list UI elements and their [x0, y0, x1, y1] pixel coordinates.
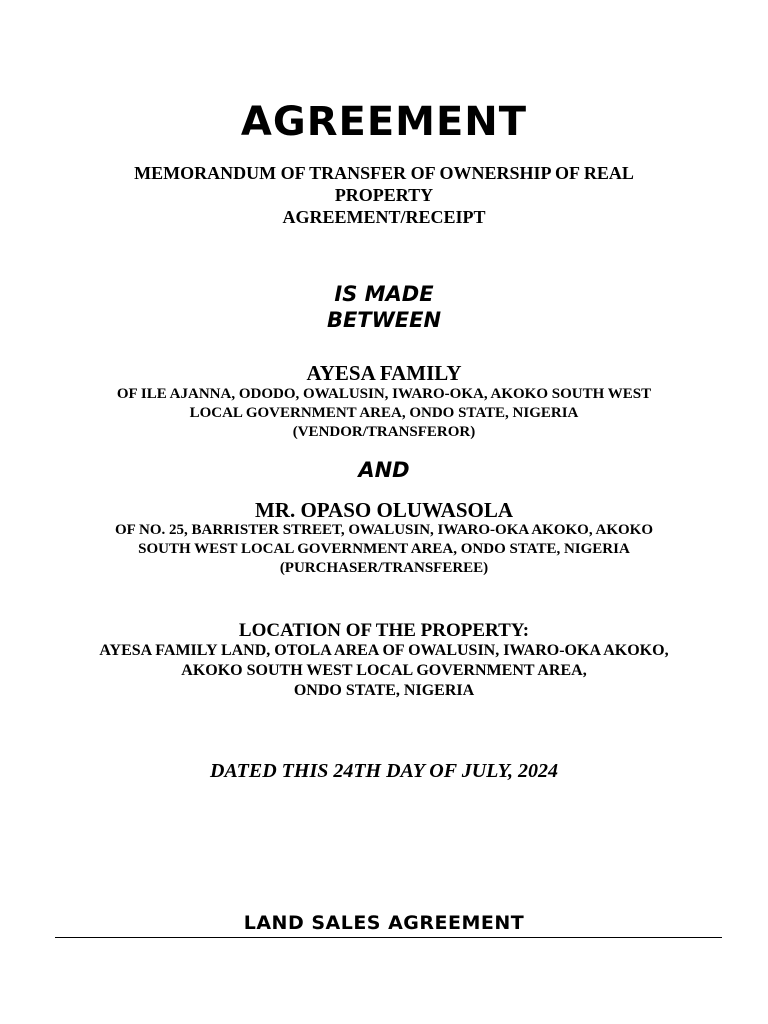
- location-line: ONDO STATE, NIGERIA: [293, 682, 475, 699]
- location-details: [0, 641, 768, 701]
- location-line: AYESA FAMILY LAND, OTOLA AREA OF OWALUSIN, IWARO-OKA AKOKO,: [99, 642, 669, 659]
- location-heading: LOCATION OF THE PROPERTY:: [238, 620, 530, 641]
- subtitle-line: AGREEMENT/RECEIPT: [282, 207, 486, 227]
- vendor-address-line: OF ILE AJANNA, ODODO, OWALUSIN, IWARO-OKA, AKOKO SOUTH WEST: [116, 386, 652, 402]
- location-line: AKOKO SOUTH WEST LOCAL GOVERNMENT AREA,: [181, 662, 587, 679]
- section-divider: [55, 937, 722, 938]
- between-line: BETWEEN: [326, 308, 442, 332]
- made-between-heading: [0, 281, 768, 333]
- and-label: AND: [358, 458, 410, 482]
- purchaser-name: MR. OPASO OLUWASOLA: [254, 498, 514, 522]
- purchaser-details: [0, 521, 768, 578]
- vendor-name: AYESA FAMILY: [306, 361, 462, 385]
- subtitle-line: MEMORANDUM OF TRANSFER OF OWNERSHIP OF REAL: [134, 163, 634, 183]
- vendor-role: (VENDOR/TRANSFEROR): [292, 424, 476, 440]
- purchaser-address-line: SOUTH WEST LOCAL GOVERNMENT AREA, ONDO STATE, NIGERIA: [138, 541, 630, 557]
- dated-line: DATED THIS 24TH DAY OF JULY, 2024: [209, 760, 558, 782]
- purchaser-address-line: OF NO. 25, BARRISTER STREET, OWALUSIN, IWARO-OKA AKOKO, AKOKO: [114, 522, 653, 538]
- made-line: IS MADE: [334, 282, 434, 306]
- section-heading: LAND SALES AGREEMENT: [243, 912, 525, 934]
- vendor-details: [0, 385, 768, 442]
- document-subtitle: [0, 162, 768, 228]
- subtitle-line: PROPERTY: [334, 185, 434, 205]
- vendor-address-line: LOCAL GOVERNMENT AREA, ONDO STATE, NIGERIA: [189, 405, 579, 421]
- document-title: AGREEMENT: [240, 99, 528, 145]
- purchaser-role: (PURCHASER/TRANSFEREE): [279, 560, 489, 576]
